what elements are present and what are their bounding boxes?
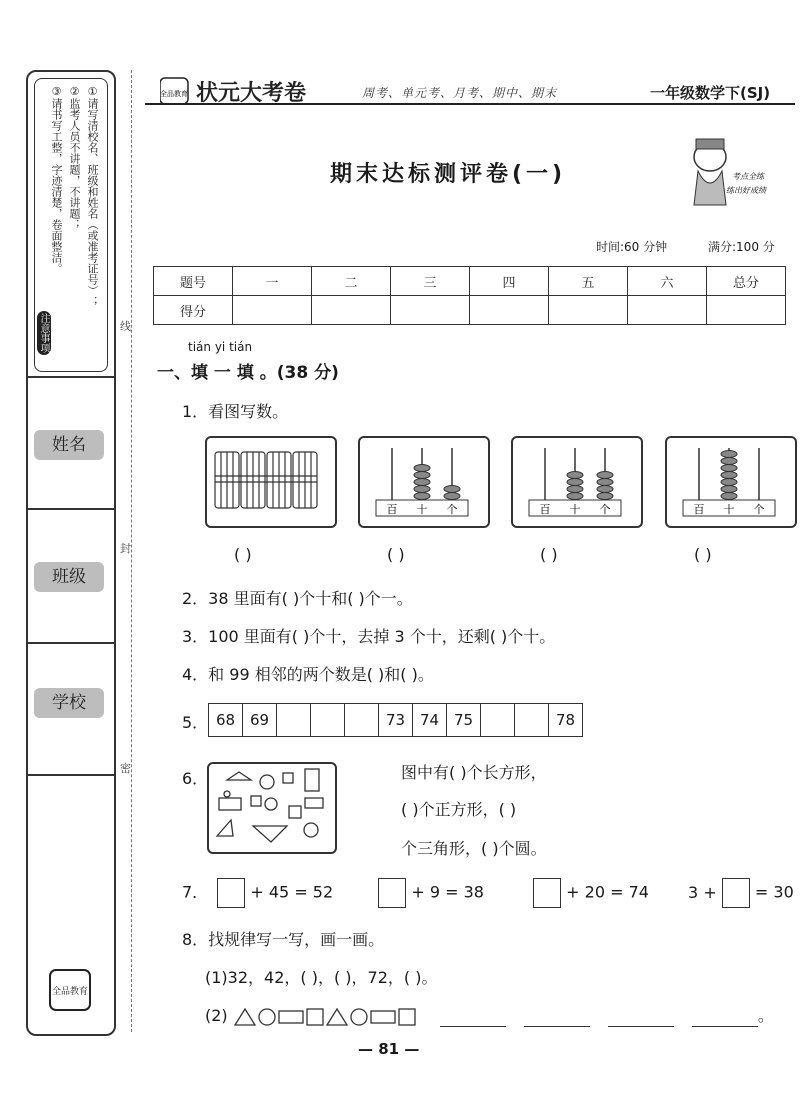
- q1-answer-1[interactable]: ( ): [234, 545, 252, 564]
- note-line-3: ③请书写工整，字迹清楚，卷面整洁。: [50, 85, 63, 274]
- dash-char-line: 线: [120, 320, 131, 333]
- q1-answer-2[interactable]: ( ): [387, 545, 405, 564]
- score-cell: 四: [470, 267, 549, 296]
- q3-text: 3．100 里面有( )个十，去掉 3 个十，还剩( )个十。: [182, 627, 556, 646]
- brand-logo-vertical: [36, 778, 104, 1018]
- school-field-label: 学校: [34, 688, 104, 718]
- q7-blank-2[interactable]: [378, 878, 406, 908]
- q8-text: 8．找规律写一写，画一画。: [182, 930, 385, 949]
- header-slogan: 周考、单元考、月考、期中、期末: [362, 86, 558, 100]
- q7-blank-3[interactable]: [533, 878, 561, 908]
- q8-answer-line[interactable]: [608, 1010, 674, 1027]
- q7-eq4-pre: 3 +: [688, 882, 717, 902]
- seq-cell: 73: [379, 704, 413, 737]
- abacus-label: 个: [599, 503, 611, 516]
- score-cell: 六: [628, 267, 707, 296]
- number-sequence: [208, 703, 583, 737]
- seq-cell: 75: [447, 704, 481, 737]
- seq-blank-cell[interactable]: [277, 704, 311, 737]
- header-rule: [145, 103, 795, 105]
- score-cell: 题号: [154, 267, 233, 296]
- section-pinyin: tián yi tián: [188, 340, 253, 354]
- q7-eq4-post: = 30: [754, 882, 794, 902]
- mascot-text-1: 考点全练: [732, 172, 764, 181]
- score-input-cell[interactable]: [391, 296, 470, 325]
- seq-blank-cell[interactable]: [481, 704, 515, 737]
- publisher-text: 全品教育: [51, 987, 89, 997]
- q8-answer-line[interactable]: [440, 1010, 506, 1027]
- seq-blank-cell[interactable]: [515, 704, 549, 737]
- notes-badge: 注意事项: [38, 313, 49, 353]
- abacus-2: [511, 436, 643, 528]
- class-field-label: 班级: [34, 562, 104, 592]
- seq-cell: 78: [549, 704, 583, 737]
- q6-line-2: ( )个正方形，( ): [401, 800, 517, 819]
- score-row-label: 得分: [154, 296, 233, 325]
- left-info-strip: [26, 70, 116, 1036]
- q8-sub2-label: (2): [205, 1006, 228, 1025]
- abacus-label: 百: [539, 503, 551, 516]
- q6-number: 6．: [182, 769, 209, 788]
- name-field-label: 姓名: [34, 430, 104, 460]
- q7-blank-1[interactable]: [217, 878, 245, 908]
- score-cell: 二: [312, 267, 391, 296]
- q8-answer-line[interactable]: [524, 1010, 590, 1027]
- note-line-2: ②监考人员不讲题，不讲题；: [68, 85, 81, 230]
- notes-box: [34, 78, 108, 372]
- q1-text: 1．看图写数。: [182, 402, 289, 421]
- score-cell: 一: [233, 267, 312, 296]
- q5-number: 5．: [182, 713, 209, 732]
- q8-sub-1: (1)32，42，( )，( )，72，( )。: [205, 968, 438, 987]
- q7-row: [182, 878, 794, 908]
- q2-text: 2．38 里面有( )个十和( )个一。: [182, 589, 413, 608]
- q7-number: 7．: [182, 882, 209, 902]
- abacus-label: 个: [446, 503, 458, 516]
- grade-label: 一年级数学下(SJ): [650, 84, 771, 102]
- shape-pattern: [233, 1007, 429, 1027]
- score-input-cell[interactable]: [707, 296, 786, 325]
- time-info: 时间:60 分钟: [596, 240, 668, 254]
- score-table-header-row: [154, 267, 786, 296]
- shapes-picture: [207, 762, 337, 854]
- score-input-cell[interactable]: [312, 296, 391, 325]
- q8-answer-line[interactable]: [692, 1010, 758, 1027]
- score-input-cell[interactable]: [628, 296, 707, 325]
- seq-blank-cell[interactable]: [345, 704, 379, 737]
- score-table-score-row: [154, 296, 786, 325]
- full-score-info: 满分:100 分: [708, 240, 775, 254]
- score-cell: 三: [391, 267, 470, 296]
- page-number: — 81 —: [358, 1040, 420, 1058]
- score-table: [153, 266, 786, 325]
- page-title: 期末达标测评卷(一): [330, 162, 567, 187]
- abacus-1: [358, 436, 490, 528]
- q7-eq3: + 20 = 74: [566, 882, 649, 902]
- note-line-1: ①请写清校名、班级和姓名（或准考证号）；: [86, 85, 99, 307]
- cut-line: [131, 70, 132, 1032]
- q8-sub-2: [205, 1003, 774, 1027]
- q1-answer-4[interactable]: ( ): [694, 545, 712, 564]
- q6-line-1: 图中有( )个长方形，: [401, 763, 547, 782]
- seq-cell: 69: [243, 704, 277, 737]
- q8-sub2-end: 。: [757, 1006, 774, 1025]
- seq-cell: 68: [209, 704, 243, 737]
- abacus-label: 十: [569, 503, 581, 516]
- header-brand-text: 状元大考卷: [196, 81, 307, 106]
- seq-blank-cell[interactable]: [311, 704, 345, 737]
- q7-eq1: + 45 = 52: [250, 882, 334, 902]
- q1-answer-3[interactable]: ( ): [540, 545, 558, 564]
- q4-text: 4．和 99 相邻的两个数是( )和( )。: [182, 665, 434, 684]
- mascot-text-2: 练出好成绩: [726, 186, 766, 195]
- abacus-3: [665, 436, 797, 528]
- score-cell: 总分: [707, 267, 786, 296]
- score-input-cell[interactable]: [233, 296, 312, 325]
- header-publisher: 全品教育: [160, 90, 188, 98]
- abacus-label: 十: [416, 503, 428, 516]
- abacus-label: 百: [693, 503, 705, 516]
- abacus-label: 个: [753, 503, 765, 516]
- q6-line-3: 个三角形，( )个圆。: [401, 839, 547, 858]
- q7-eq2: + 9 = 38: [411, 882, 484, 902]
- dash-char-seal: 封: [120, 542, 131, 555]
- bundles-picture: [205, 436, 337, 528]
- section-title: 一、填 一 填 。(38 分): [157, 363, 339, 383]
- score-input-cell[interactable]: [549, 296, 628, 325]
- dash-char-secret: 密: [120, 762, 131, 775]
- abacus-label: 十: [723, 503, 735, 516]
- q7-blank-4[interactable]: [722, 878, 750, 908]
- score-cell: 五: [549, 267, 628, 296]
- score-input-cell[interactable]: [470, 296, 549, 325]
- brand-logo: [160, 76, 350, 106]
- abacus-label: 百: [386, 503, 398, 516]
- seq-cell: 74: [413, 704, 447, 737]
- scholar-mascot: [680, 135, 780, 215]
